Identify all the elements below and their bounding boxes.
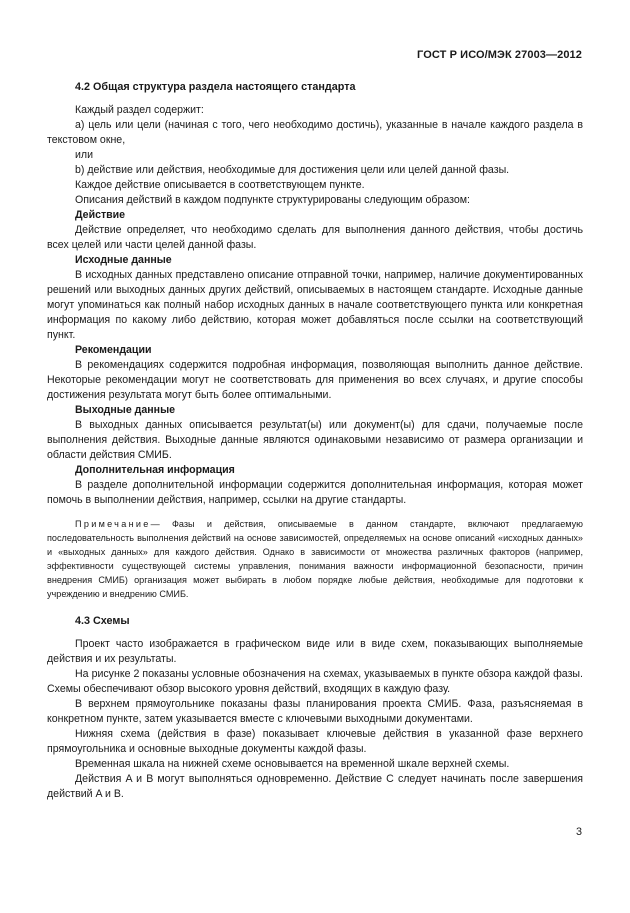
paragraph: На рисунке 2 показаны условные обозначения на схемах, указываемых в пункте обзора каждой фазы. Схемы обеспечивают обзор высокого уровня действий, входящих в каждую фазу.	[47, 668, 583, 695]
paragraph: В выходных данных описывается результат(ы) или документ(ы) для сдачи, получаемые после выполнения действия. Выходные данные являются одинаковыми независимо от размера организации и области действия СМИБ.	[47, 419, 583, 461]
paragraph: b) действие или действия, необходимые для достижения цели или целей данной фазы.	[75, 164, 510, 176]
subheading-other-info: Дополнительная информация	[75, 464, 235, 476]
paragraph: В верхнем прямоугольнике показаны фазы планирования проекта СМИБ. Фаза, разъясняемая в конкретном пункте, затем указывается вместе с ключевыми выходными документами.	[47, 698, 583, 725]
section-title-4-3: 4.3 Схемы	[75, 615, 130, 627]
subheading-input: Исходные данные	[75, 254, 172, 266]
page-content	[47, 80, 583, 802]
subheading-output: Выходные данные	[75, 404, 176, 416]
page-number: 3	[575, 826, 582, 838]
paragraph: Проект часто изображается в графическом виде или в виде схем, показывающих выполняемые действия и их результаты.	[47, 638, 583, 665]
paragraph: Описания действий в каждом подпункте структурированы следующим образом:	[75, 194, 470, 206]
paragraph: Действие определяет, что необходимо сделать для выполнения данного действия, чтобы достичь всех целей или части целей данной фазы.	[47, 224, 583, 251]
paragraph: a) цель или цели (начиная с того, чего необходимо достичь), указанные в начале каждого раздела в текстовом окне,	[47, 119, 583, 146]
paragraph: Каждое действие описывается в соответствующем пункте.	[75, 179, 365, 191]
subheading-guidance: Рекомендации	[75, 344, 152, 356]
paragraph: Каждый раздел содержит:	[75, 104, 204, 116]
paragraph: В рекомендациях содержится подробная информация, позволяющая выполнить данное действие. Некоторые рекомендации могут не соответствовать для применения во всех случаях, и другие способы достижения результата могут быть более оптимальными.	[47, 359, 583, 401]
note-label: Примечание	[75, 519, 151, 529]
paragraph: Нижняя схема (действия в фазе) показывает ключевые действия в указанной фазе верхнего прямоугольника и основные выходные документы каждой фазы.	[47, 728, 583, 755]
document-header: ГОСТ Р ИСО/МЭК 27003—2012	[417, 49, 582, 61]
note	[47, 517, 583, 601]
paragraph: В разделе дополнительной информации содержится дополнительная информация, которая может помочь в выполнении действия, например, ссылки на другие стандарты.	[47, 479, 583, 506]
subheading-action: Действие	[75, 209, 126, 221]
paragraph: или	[75, 149, 94, 161]
paragraph: В исходных данных представлено описание отправной точки, например, наличие документированных решений или выходных данных других действий, описываемых в настоящем стандарте. Исходные данные могут упоминаться как полный набор исходных данных в начале соответствующего пункта или конкретная информация по какому либо действию, которая может добавляться после ссылки на соответствующий пункт.	[47, 269, 583, 341]
note-text: — Фазы и действия, описываемые в данном стандарте, включают предлагаемую последовательность выполнения действий на основе зависимостей, определяемых на основе описаний «исходных данных» и «выходных данных» для каждого действия. Однако в зависимости от множества различных факторов (например, эффективности существующей системы управления, понимания важности информационной безопасности, причин внедрения СМИБ) организация может выбирать в любом порядке любые действия, необходимые для подготовки к учреждению и внедрению СМИБ.	[47, 519, 583, 599]
paragraph: Действия A и B могут выполняться одновременно. Действие C следует начинать после завершения действий A и B.	[47, 773, 583, 800]
paragraph: Временная шкала на нижней схеме основывается на временной шкале верхней схемы.	[75, 758, 510, 770]
section-title-4-2: 4.2 Общая структура раздела настоящего стандарта	[75, 81, 356, 93]
